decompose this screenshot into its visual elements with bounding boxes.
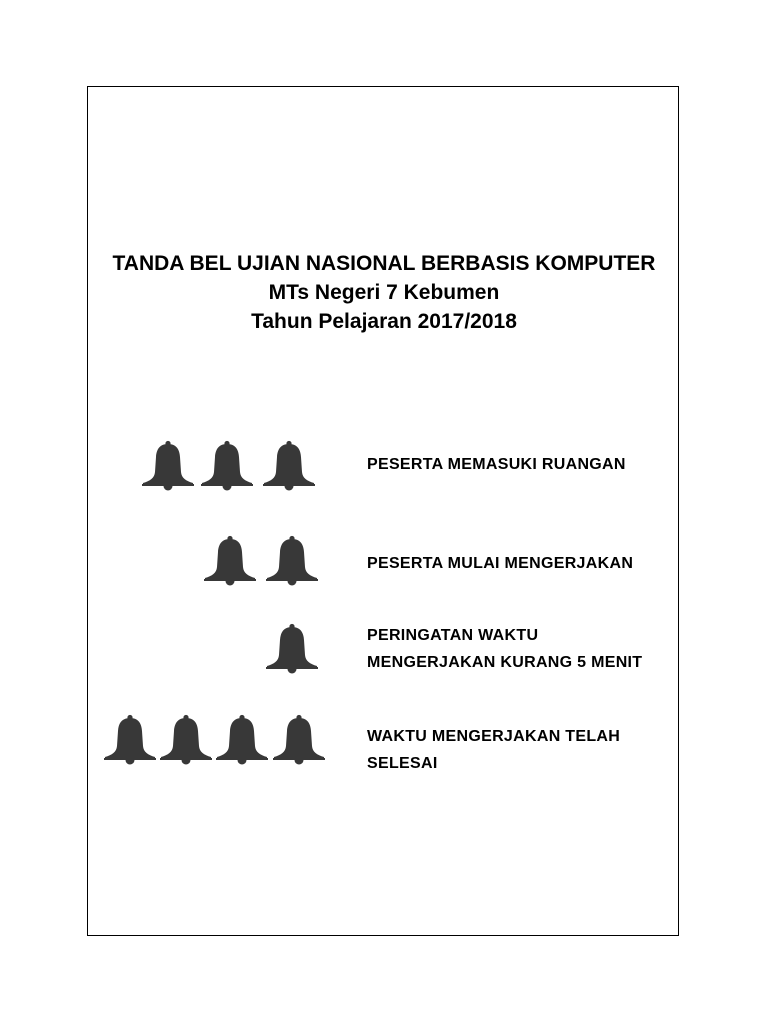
bell-icon [203, 535, 257, 587]
academic-year: Tahun Pelajaran 2017/2018 [251, 310, 517, 333]
bell-icon [215, 714, 269, 766]
rule-description: WAKTU MENGERJAKAN TELAH SELESAI [367, 728, 621, 772]
rule-description: PESERTA MEMASUKI RUANGAN [367, 456, 626, 473]
school-name: MTs Negeri 7 Kebumen [268, 281, 500, 304]
bell-icon [200, 440, 254, 492]
bell-icon [265, 535, 319, 587]
rule-description: PERINGATAN WAKTU MENGERJAKAN KURANG 5 MENIT [367, 627, 643, 671]
document-title: TANDA BEL UJIAN NASIONAL BERBASIS KOMPUTER [112, 252, 656, 275]
bell-icon [265, 623, 319, 675]
document-page [87, 86, 679, 936]
bell-icon [141, 440, 195, 492]
bell-icon [272, 714, 326, 766]
bell-icon [103, 714, 157, 766]
bell-icon [159, 714, 213, 766]
bell-icon [262, 440, 316, 492]
rule-description: PESERTA MULAI MENGERJAKAN [367, 555, 634, 572]
